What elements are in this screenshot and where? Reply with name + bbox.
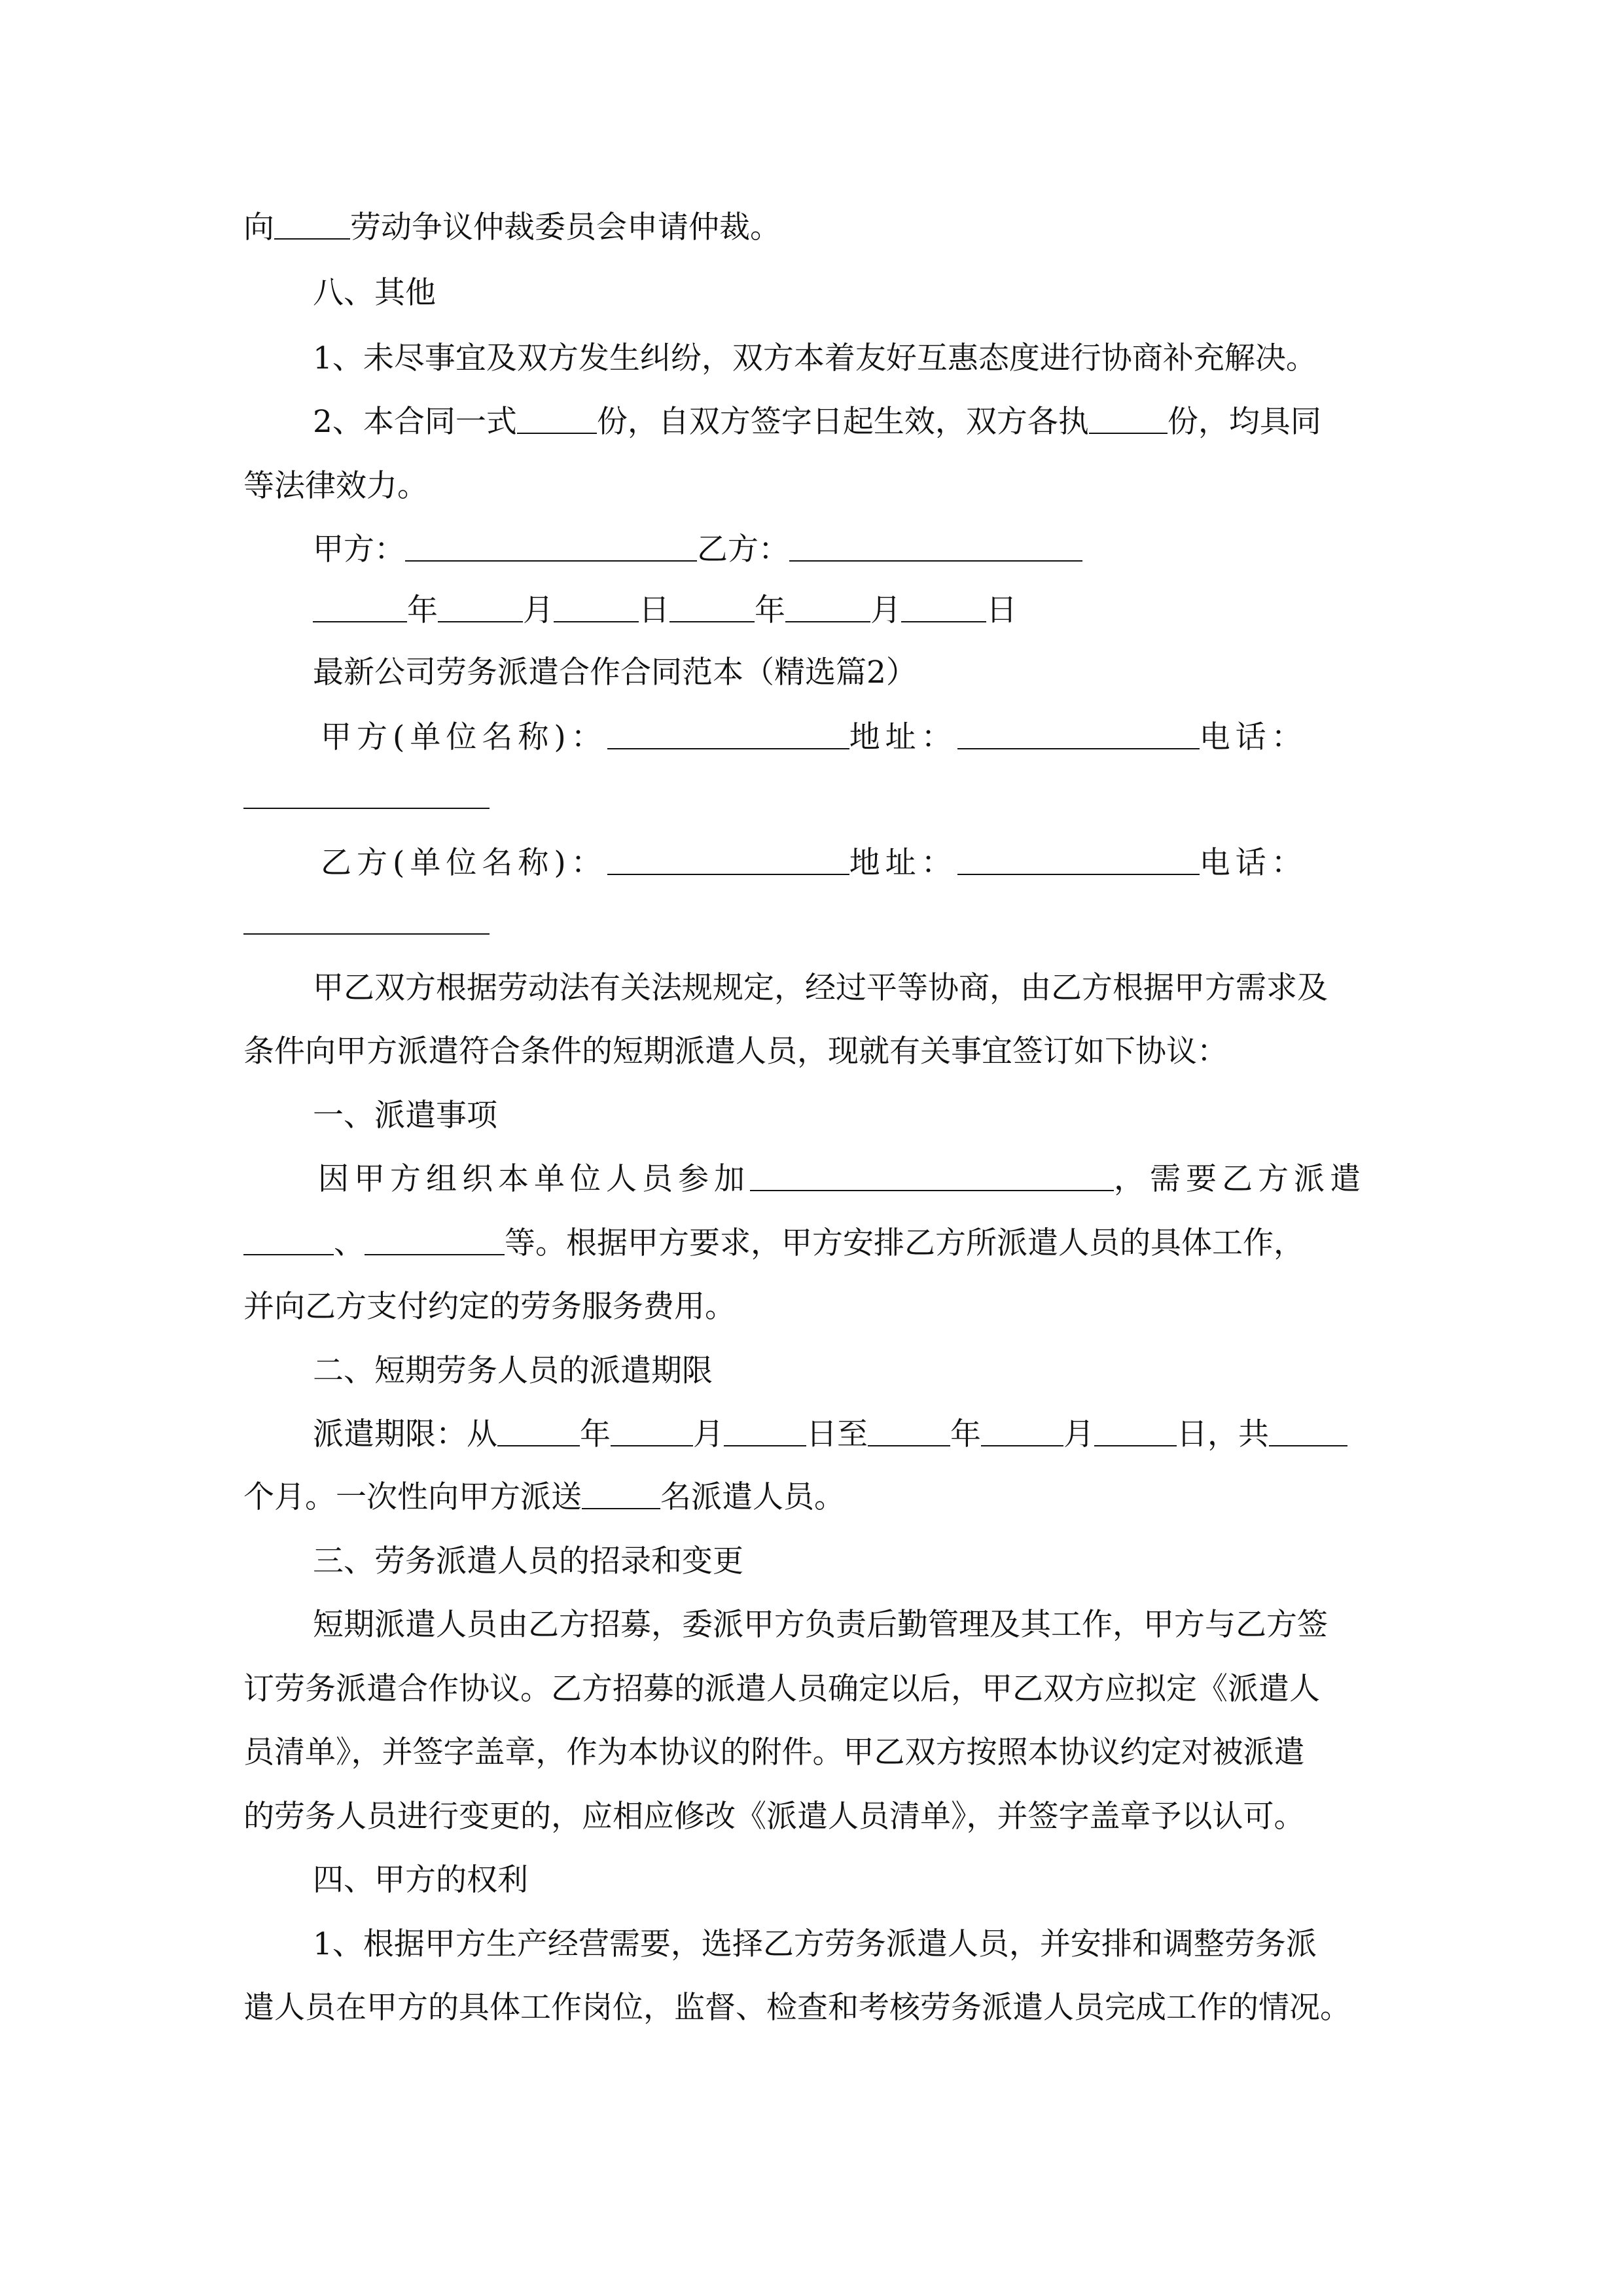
- blank-field: [274, 208, 350, 240]
- dispatch-line-3: 并向乙方支付约定的劳务服务费用。: [243, 1289, 736, 1325]
- party-a-info-line: 甲方(单位名称)： 地址： 电话：: [321, 719, 1308, 755]
- recruit-line-3: 员清单》，并签字盖章，作为本协议的附件。甲乙双方按照本协议约定对被派遣: [243, 1734, 1305, 1770]
- section-title-2: 最新公司劳务派遣合作合同范本（精选篇2）: [313, 655, 917, 691]
- section-3-heading: 三、劳务派遣人员的招录和变更: [313, 1543, 743, 1579]
- item-8-2-line: 2、本合同一式 份，自双方签字日起生效，双方各执 份，均具同: [313, 404, 1321, 440]
- blank-field: [517, 403, 597, 434]
- item-8-1: 1、未尽事宜及双方发生纠纷，双方本着友好互惠态度进行协商补充解决。: [313, 340, 1317, 376]
- right-line-1: 1、根据甲方生产经营需要，选择乙方劳务派遣人员，并安排和调整劳务派: [313, 1926, 1317, 1962]
- recruit-line-4: 的劳务人员进行变更的，应相应修改《派遣人员清单》，并签字盖章予以认可。: [243, 1799, 1305, 1835]
- section-4-heading: 四、甲方的权利: [313, 1862, 528, 1898]
- recruit-line-2: 订劳务派遣合作协议。乙方招募的派遣人员确定以后，甲乙双方应拟定《派遣人: [243, 1671, 1320, 1707]
- party-b-phone-field: [243, 903, 490, 942]
- dispatch-line-2: 、 等。根据甲方要求，甲方安排乙方所派遣人员的具体工作，: [243, 1224, 1304, 1263]
- party-a-signature-field: [405, 530, 697, 562]
- section-1-heading: 一、派遣事项: [313, 1098, 497, 1134]
- period-line-1: 派遣期限：从 年 月 日至 年 月 日，共: [313, 1415, 1347, 1454]
- intro-line-2: 条件向甲方派遣符合条件的短期派遣人员，现就有关事宜签订如下协议：: [243, 1033, 1228, 1069]
- section-8-heading: 八、其他: [313, 275, 436, 311]
- signature-line: 甲方： 乙方：: [313, 530, 1082, 569]
- right-line-2: 遣人员在甲方的具体工作岗位，监督、检查和考核劳务派遣人员完成工作的情况。: [243, 1990, 1351, 2026]
- blank-field: [1089, 403, 1168, 434]
- party-b-info-line: 乙方(单位名称)： 地址： 电话：: [321, 845, 1308, 881]
- section-2-heading: 二、短期劳务人员的派遣期限: [313, 1353, 713, 1389]
- item-8-2-cont: 等法律效力。: [243, 468, 428, 504]
- recruit-line-1: 短期派遣人员由乙方招募，委派甲方负责后勤管理及其工作，甲方与乙方签: [313, 1607, 1328, 1643]
- date-line: 年 月 日 年 月 日: [313, 591, 1017, 630]
- dispatch-line-1: 因甲方组织本单位人员参加 ，需要乙方派遣: [318, 1161, 1366, 1197]
- party-b-signature-field: [789, 530, 1082, 562]
- period-line-2: 个月。一次性向甲方派送 名派遣人员。: [243, 1479, 845, 1515]
- intro-line-1: 甲乙双方根据劳动法有关法规规定，经过平等协商，由乙方根据甲方需求及: [313, 970, 1328, 1006]
- arbitration-line: 向 劳动争议仲裁委员会申请仲裁。: [243, 209, 781, 245]
- party-a-phone-field: [243, 778, 490, 817]
